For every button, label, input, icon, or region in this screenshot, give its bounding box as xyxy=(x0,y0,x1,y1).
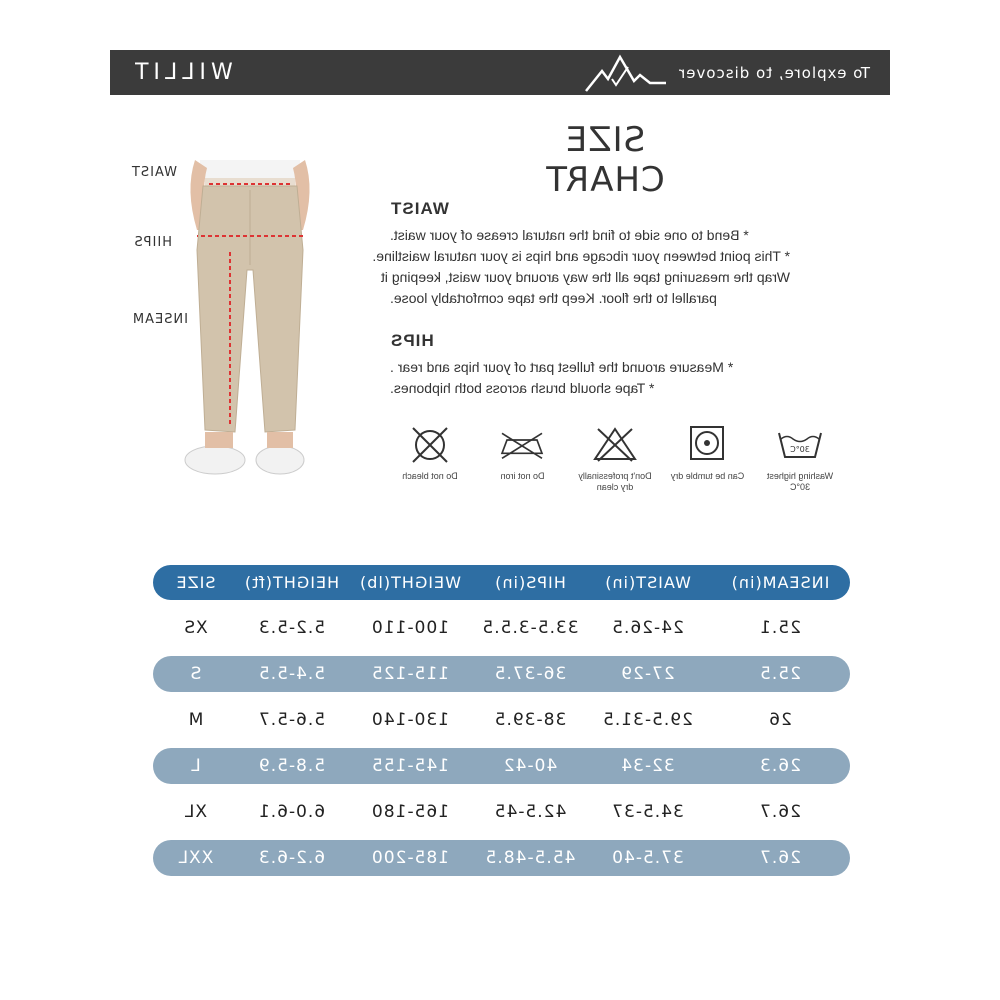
table-cell: XXL xyxy=(177,848,214,868)
table-cell: 26.3 xyxy=(759,756,801,776)
table-cell: 26 xyxy=(768,710,792,730)
table-cell: 5.6-5.7 xyxy=(257,710,326,730)
table-row xyxy=(153,840,850,876)
column-header: SIZE xyxy=(175,573,216,592)
hips-line: * Tape should brush across both hipbones. xyxy=(390,380,655,396)
table-cell: 25.5 xyxy=(759,664,801,684)
table-cell: M xyxy=(187,710,204,730)
care-label: Washing highest 30°C xyxy=(766,471,834,492)
table-cell: 45.5-48.5 xyxy=(484,848,576,868)
waist-instructions xyxy=(372,198,790,309)
table-cell: 40-42 xyxy=(502,756,558,776)
brand-name: WILLIT xyxy=(130,60,233,85)
care-instructions xyxy=(390,425,840,505)
waist-line: * This point between your ribcage and hips is your natural waistline. xyxy=(372,248,790,264)
table-cell: 6.0-6.1 xyxy=(257,802,326,822)
wash-temp-badge: 30°C xyxy=(790,445,810,454)
tumble-dry-icon xyxy=(683,425,733,465)
care-item-dryclean xyxy=(575,425,655,493)
table-cell: 100-110 xyxy=(370,618,450,638)
table-cell: 24-26.5 xyxy=(611,618,684,638)
waist-line: * Bend to one side to find the natural crease of your waist. xyxy=(390,227,749,243)
do-not-iron-icon xyxy=(498,425,548,465)
inseam-measure-label: INSEAM xyxy=(131,312,188,327)
hips-measure-label: HIIPS xyxy=(133,235,172,250)
table-cell: 165-180 xyxy=(370,802,450,822)
hips-instructions xyxy=(390,330,790,399)
table-cell: XS xyxy=(183,618,208,638)
table-cell: 25.1 xyxy=(759,618,801,638)
do-not-dry-clean-icon xyxy=(590,425,640,465)
column-header: HIPS(in) xyxy=(494,573,566,592)
table-cell: 26.7 xyxy=(759,848,801,868)
column-header: WEIGHT(lb) xyxy=(359,573,461,592)
care-label: Do not bleach xyxy=(402,471,458,481)
table-row xyxy=(153,748,850,784)
hips-heading: HIPS xyxy=(390,331,434,350)
table-cell: 130-140 xyxy=(370,710,450,730)
column-header: WAIST(in) xyxy=(604,573,691,592)
wash-30-icon xyxy=(775,425,825,465)
hips-line: * Measure around the fullest part of your hips and rear . xyxy=(390,359,734,375)
care-item-iron xyxy=(483,425,563,482)
table-row xyxy=(153,656,850,692)
model-pants-illustration xyxy=(155,160,345,500)
column-header: INSEAM(in) xyxy=(730,573,830,592)
size-table xyxy=(153,565,850,886)
mountain-logo-icon xyxy=(583,53,668,93)
care-label: Can be tumble dry xyxy=(670,471,745,481)
table-cell: 36-37.5 xyxy=(493,664,567,684)
tagline-group xyxy=(583,53,870,93)
waist-heading: WAIST xyxy=(390,199,449,218)
table-cell: 6.2-6.3 xyxy=(257,848,326,868)
care-label: Don't professinally dry clean xyxy=(578,471,652,492)
table-cell: 145-155 xyxy=(370,756,450,776)
table-cell: 34.5-37 xyxy=(611,802,684,822)
brand-banner xyxy=(110,50,890,95)
table-cell: 185-200 xyxy=(370,848,450,868)
table-cell: XL xyxy=(183,802,208,822)
table-row xyxy=(153,610,850,646)
care-item-wash xyxy=(760,425,840,493)
table-cell: 26.7 xyxy=(759,802,801,822)
table-cell: L xyxy=(190,756,201,776)
table-row xyxy=(153,794,850,830)
table-cell: 5.8-5.9 xyxy=(257,756,326,776)
waist-line: Wrap the measuring tape all the way around your waist, keeping it xyxy=(380,269,790,285)
table-cell: 5.4-5.5 xyxy=(257,664,326,684)
table-cell: S xyxy=(189,664,202,684)
table-cell: 37.5-40 xyxy=(611,848,684,868)
table-header-row xyxy=(153,565,850,600)
page-title: SIZE CHART xyxy=(545,120,665,200)
table-cell: 115-125 xyxy=(370,664,450,684)
table-cell: 5.2-5.3 xyxy=(257,618,326,638)
table-row xyxy=(153,702,850,738)
table-cell: 29.5-31.5 xyxy=(602,710,693,730)
care-label: Do not iron xyxy=(500,471,545,481)
tagline: To explore, to discover xyxy=(678,63,870,82)
table-cell: 38-39.5 xyxy=(493,710,567,730)
care-item-bleach xyxy=(390,425,470,482)
table-cell: 27-29 xyxy=(620,664,675,684)
table-cell: 32-34 xyxy=(620,756,675,776)
care-item-tumble xyxy=(668,425,748,482)
table-cell: 42.5-45 xyxy=(493,802,567,822)
waist-line: parallel to the floor. Keep the tape comfortably loose. xyxy=(390,290,717,306)
table-body xyxy=(153,610,850,876)
do-not-bleach-icon xyxy=(405,425,455,465)
table-cell: 33.5-3.5.5 xyxy=(481,618,579,638)
column-header: HEIGHT(ft) xyxy=(243,573,340,592)
waist-measure-label: WAIST xyxy=(130,165,177,180)
